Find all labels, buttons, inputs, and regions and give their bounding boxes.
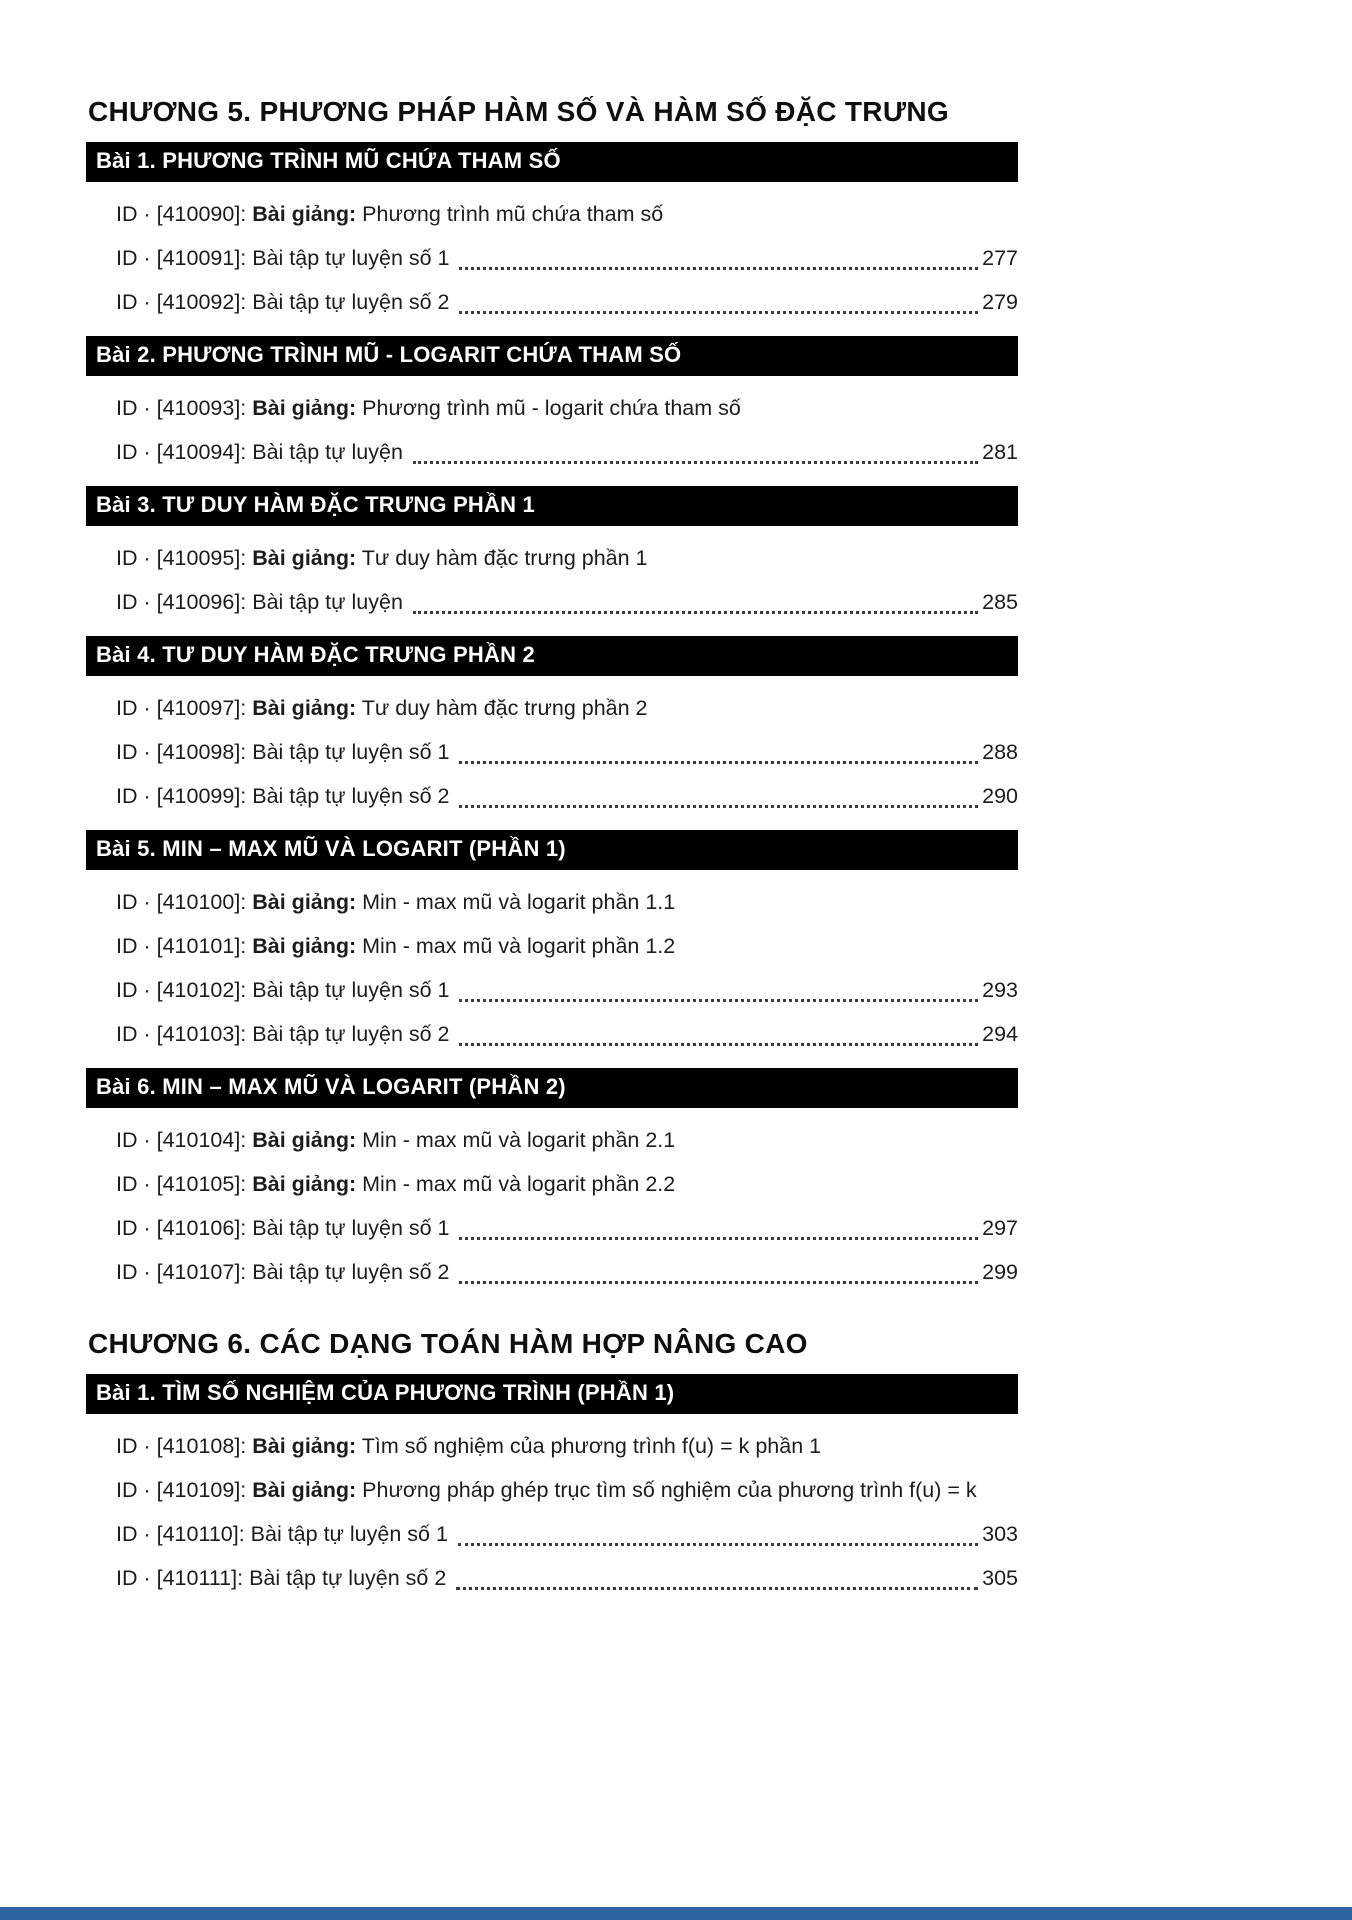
entry-page-number: 285 [982,590,1018,614]
entry-id: ID · [410109]: [116,1478,253,1502]
entry-page-number: 294 [982,1022,1018,1046]
entry-title: Bài tập tự luyện số 1 [252,978,456,1002]
entry-lecture-label: Bài giảng: [252,1172,357,1196]
entry-title: Min - max mũ và logarit phần 2.2 [356,1172,676,1196]
entry-page-number: 290 [982,784,1018,808]
entry-page-number: 288 [982,740,1018,764]
dot-leader [411,580,980,624]
toc-entry [86,386,1018,430]
section-header: Bài 5. MIN – MAX MŨ VÀ LOGARIT (PHẦN 1) [86,830,1018,870]
entry-id: ID · [410102]: [116,978,253,1002]
toc-entry [86,1424,1018,1468]
toc-entry [86,1162,1018,1206]
entry-title: Bài tập tự luyện số 2 [249,1566,453,1590]
entry-title: Min - max mũ và logarit phần 1.1 [356,890,676,914]
entry-lecture-label: Bài giảng: [252,934,357,958]
entry-id: ID · [410091]: [116,246,253,270]
entry-page-number: 293 [982,978,1018,1002]
toc-entry [86,280,1018,324]
entry-lecture-label: Bài giảng: [252,396,357,420]
toc-entry [86,1012,1018,1056]
section-header: Bài 2. PHƯƠNG TRÌNH MŨ - LOGARIT CHỨA THAM SỐ [86,336,1018,376]
entry-id: ID · [410096]: [116,590,253,614]
entry-page-number: 279 [982,290,1018,314]
entry-lecture-label: Bài giảng: [252,1478,357,1502]
section-header: Bài 4. TƯ DUY HÀM ĐẶC TRƯNG PHẦN 2 [86,636,1018,676]
toc-entry [86,430,1018,474]
entry-id: ID · [410100]: [116,890,253,914]
toc-entry [86,536,1018,580]
entry-id: ID · [410098]: [116,740,253,764]
dot-leader [457,1206,980,1250]
entry-title: Bài tập tự luyện số 1 [252,1216,456,1240]
toc-entry [86,236,1018,280]
entry-title: Min - max mũ và logarit phần 1.2 [356,934,676,958]
entry-id: ID · [410099]: [116,784,253,808]
entry-title: Tìm số nghiệm của phương trình f(u) = k phần 1 [356,1434,822,1458]
toc-entry [86,1206,1018,1250]
dot-leader [457,730,980,774]
entry-page-number: 277 [982,246,1018,270]
entry-title: Bài tập tự luyện số 2 [252,290,456,314]
dot-leader [411,430,980,474]
toc-entry [86,1250,1018,1294]
entry-id: ID · [410094]: [116,440,253,464]
chapter-title: CHƯƠNG 5. PHƯƠNG PHÁP HÀM SỐ VÀ HÀM SỐ ĐẶC TRƯNG [88,96,949,127]
toc-entry [86,968,1018,1012]
entry-title: Phương trình mũ - logarit chứa tham số [356,396,741,420]
entry-page-number: 297 [982,1216,1018,1240]
section-header: Bài 1. PHƯƠNG TRÌNH MŨ CHỨA THAM SỐ [86,142,1018,182]
entry-lecture-label: Bài giảng: [252,546,357,570]
entry-id: ID · [410111]: [116,1566,250,1590]
entry-title: Tư duy hàm đặc trưng phần 1 [356,546,648,570]
toc-entry [86,686,1018,730]
entry-title: Bài tập tự luyện số 1 [252,740,456,764]
table-of-contents [86,96,1020,1600]
entry-page-number: 299 [982,1260,1018,1284]
dot-leader [457,1012,980,1056]
toc-entry [86,924,1018,968]
entry-lecture-label: Bài giảng: [252,1434,357,1458]
entry-title: Phương pháp ghép trục tìm số nghiệm của phương trình f(u) = k [356,1478,977,1502]
entry-title: Bài tập tự luyện số 2 [252,1022,456,1046]
toc-entry [86,192,1018,236]
entry-id: ID · [410095]: [116,546,253,570]
dot-leader [457,1250,980,1294]
entry-title: Bài tập tự luyện số 2 [252,784,456,808]
entry-id: ID · [410090]: [116,202,253,226]
entry-id: ID · [410097]: [116,696,253,720]
entry-id: ID · [410103]: [116,1022,253,1046]
entry-title: Bài tập tự luyện số 1 [250,1522,454,1546]
entry-lecture-label: Bài giảng: [252,696,357,720]
entry-title: Bài tập tự luyện số 1 [252,246,456,270]
toc-entry [86,1468,1018,1512]
toc-entry [86,1512,1018,1556]
section-header: Bài 1. TÌM SỐ NGHIỆM CỦA PHƯƠNG TRÌNH (PHẦN 1) [86,1374,1018,1414]
entry-title: Tư duy hàm đặc trưng phần 2 [356,696,648,720]
footer-accent-bar [0,1907,1352,1920]
dot-leader [457,774,980,818]
entry-page-number: 305 [982,1566,1018,1590]
entry-title: Min - max mũ và logarit phần 2.1 [356,1128,676,1152]
toc-entry [86,1556,1018,1600]
entry-page-number: 281 [982,440,1018,464]
dot-leader [456,1512,980,1556]
toc-entry [86,1118,1018,1162]
entry-title: Bài tập tự luyện [252,590,409,614]
toc-entry [86,774,1018,818]
toc-entry [86,730,1018,774]
toc-entry [86,880,1018,924]
toc-entry [86,580,1018,624]
entry-id: ID · [410101]: [116,934,253,958]
entry-id: ID · [410105]: [116,1172,253,1196]
entry-id: ID · [410108]: [116,1434,253,1458]
entry-id: ID · [410110]: [116,1522,251,1546]
entry-id: ID · [410107]: [116,1260,253,1284]
entry-id: ID · [410092]: [116,290,253,314]
entry-page-number: 303 [982,1522,1018,1546]
entry-lecture-label: Bài giảng: [252,890,357,914]
chapter-title: CHƯƠNG 6. CÁC DẠNG TOÁN HÀM HỢP NÂNG CAO [88,1328,808,1359]
entry-id: ID · [410104]: [116,1128,253,1152]
entry-id: ID · [410106]: [116,1216,253,1240]
entry-lecture-label: Bài giảng: [252,202,357,226]
entry-title: Phương trình mũ chứa tham số [356,202,664,226]
dot-leader [457,236,980,280]
section-header: Bài 3. TƯ DUY HÀM ĐẶC TRƯNG PHẦN 1 [86,486,1018,526]
entry-id: ID · [410093]: [116,396,253,420]
section-header: Bài 6. MIN – MAX MŨ VÀ LOGARIT (PHẦN 2) [86,1068,1018,1108]
entry-title: Bài tập tự luyện [252,440,409,464]
dot-leader [457,280,980,324]
entry-lecture-label: Bài giảng: [252,1128,357,1152]
entry-title: Bài tập tự luyện số 2 [252,1260,456,1284]
dot-leader [457,968,980,1012]
dot-leader [454,1556,980,1600]
